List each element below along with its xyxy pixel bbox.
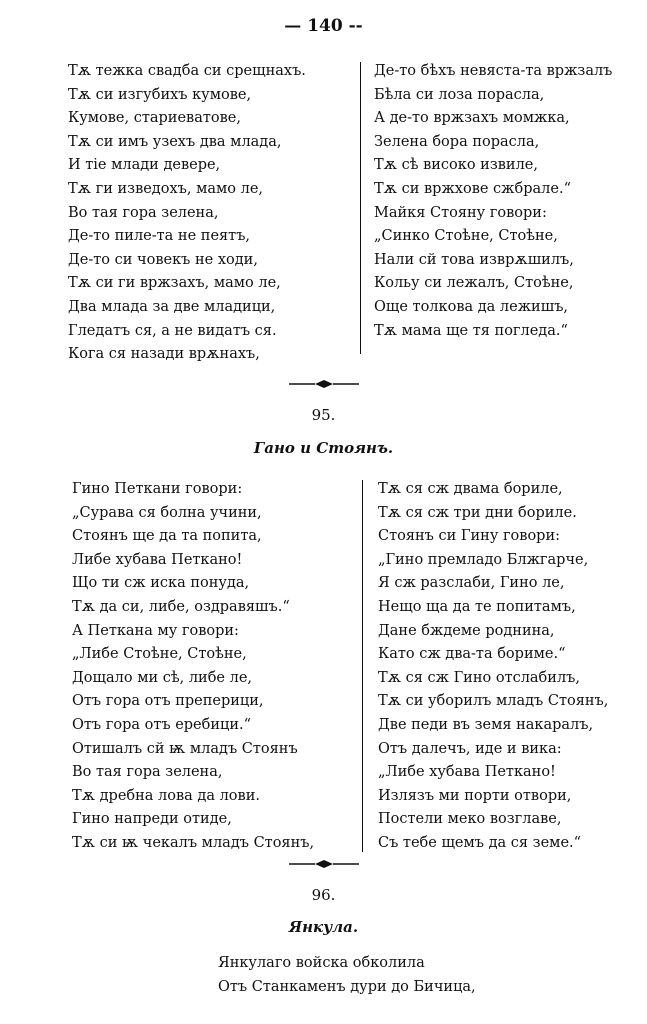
verse-line: „Гино премладо Блжгарче, [378,551,589,568]
verse-line: Во тая гора зелена, [68,204,219,221]
verse-line: Отъ гора отъ преперици, [72,693,264,710]
verse-line: Тѫ ся сж Гино отслабилъ, [378,669,581,686]
verse-line: Де-то бѣхъ невяста-та вржзалъ [374,63,613,79]
verse-line: Гино Петкани говори: [72,481,243,497]
verse-line: Зелена бора порасла, [374,133,540,150]
verse-line: Отъ Станкаменъ дури до Бичица, [218,978,476,995]
verse-line: „Синко Стоѣне, Стоѣне, [374,228,558,245]
song-96-number: 96. [311,886,336,904]
verse-line: Тѫ сѣ високо извиле, [374,157,538,174]
verse-line: Съ тебе щемъ да ся земе.“ [378,834,582,851]
verse-line: Майкя Стояну говори: [374,204,547,221]
verse-line: Като сж два-та бориме.“ [378,646,566,663]
verse-line: Тѫ си уборилъ младъ Стоянъ, [378,693,609,710]
song95-right-column [378,478,608,856]
verse-line: Янкулаго войска обколила [218,955,425,971]
verse-line: И тіе млади девере, [68,157,221,174]
verse-line: Стоянъ ще да та попита, [72,528,262,545]
verse-line: Тѫ си изгубихъ кумове, [68,86,252,103]
verse-line: Либе хубава Петкано! [72,551,243,568]
verse-line: А Петкана му говори: [72,622,239,639]
verse-line: Нещо ща да те попитамъ, [378,598,576,615]
verse-line: Две педи въ земя накаралъ, [378,716,594,733]
verse-line: Тѫ ги изведохъ, мамо ле, [68,180,264,197]
verse-line: Още толкова да лежишъ, [374,298,569,315]
verse-line: Постели меко возглаве, [378,811,562,828]
verse-line: Нали сй това изврѫшилъ, [374,251,574,268]
verse-line: Я сж разслаби, Гино ле, [378,575,565,592]
song-96-title: Янкула. [288,918,359,936]
verse-line: Отъ далечъ, иде и вика: [378,740,562,757]
verse-line: Отъ гора отъ еребици.“ [72,716,252,733]
song95-left-column [72,478,314,856]
song94-left-column [68,60,306,367]
verse-line: „Либе Стоѣне, Стоѣне, [72,646,247,663]
verse-line: Во тая гора зелена, [72,764,223,781]
verse-line: Де-то си човекъ не ходи, [68,251,258,268]
verse-line: Дане бждеме роднина, [378,622,555,639]
verse-line: Кольу си лежалъ, Стоѣне, [374,275,574,292]
song-95-title: Гано и Стоянъ. [253,439,394,457]
song-95-number: 95. [311,406,336,424]
verse-line: Тѫ мама ще тя погледа.“ [374,322,568,339]
verse-line: А де-то вржзахъ момжка, [374,110,570,127]
verse-line: Стоянъ си Гину говори: [378,528,561,545]
verse-line: Тѫ да си, либе, оздравяшъ.“ [72,598,290,615]
verse-line: Два млада за две младици, [68,298,276,315]
verse-line: Гледатъ ся, а не видатъ ся. [68,322,277,339]
verse-line: Излязъ ми порти отвори, [378,787,572,804]
verse-line: Кога ся назади врѫнахъ, [68,346,260,363]
song94-right-column [374,60,612,343]
verse-line: Гино напреди отиде, [72,811,232,828]
column-divider [362,480,363,852]
verse-line: Тѫ ся сж двама бориле, [378,481,563,497]
verse-line: Отишалъ сй ѭ младъ Стоянъ [72,740,298,757]
page-header: — 140 -- [284,16,363,36]
verse-line: Тѫ си ги вржзахъ, мамо ле, [68,275,281,292]
song96-lines [218,952,476,999]
section-ornament [289,858,359,870]
verse-line: Тѫ дребна лова да лови. [72,787,260,804]
verse-line: Дощало ми сѣ, либе ле, [72,669,253,686]
verse-line: „Либе хубава Петкано! [378,764,556,781]
verse-line: Де-то пиле-та не пеятъ, [68,228,251,245]
verse-line: Тѫ тежка свадба си срещнахъ. [68,63,306,79]
verse-line: Тѫ си имъ узехъ два млада, [68,133,282,150]
verse-line: Кумове, стариеватове, [68,110,241,127]
verse-line: Що ти сж иска понуда, [72,575,250,592]
verse-line: Бѣла си лоза порасла, [374,86,545,103]
verse-line: Тѫ си вржхове сжбрале.“ [374,180,571,197]
verse-line: „Сурава ся болна учини, [72,504,262,521]
section-ornament [289,378,359,390]
verse-line: Тѫ ся сж три дни бориле. [378,504,577,521]
verse-line: Тѫ си ѭ чекалъ младъ Стоянъ, [72,834,315,851]
column-divider [360,62,361,354]
